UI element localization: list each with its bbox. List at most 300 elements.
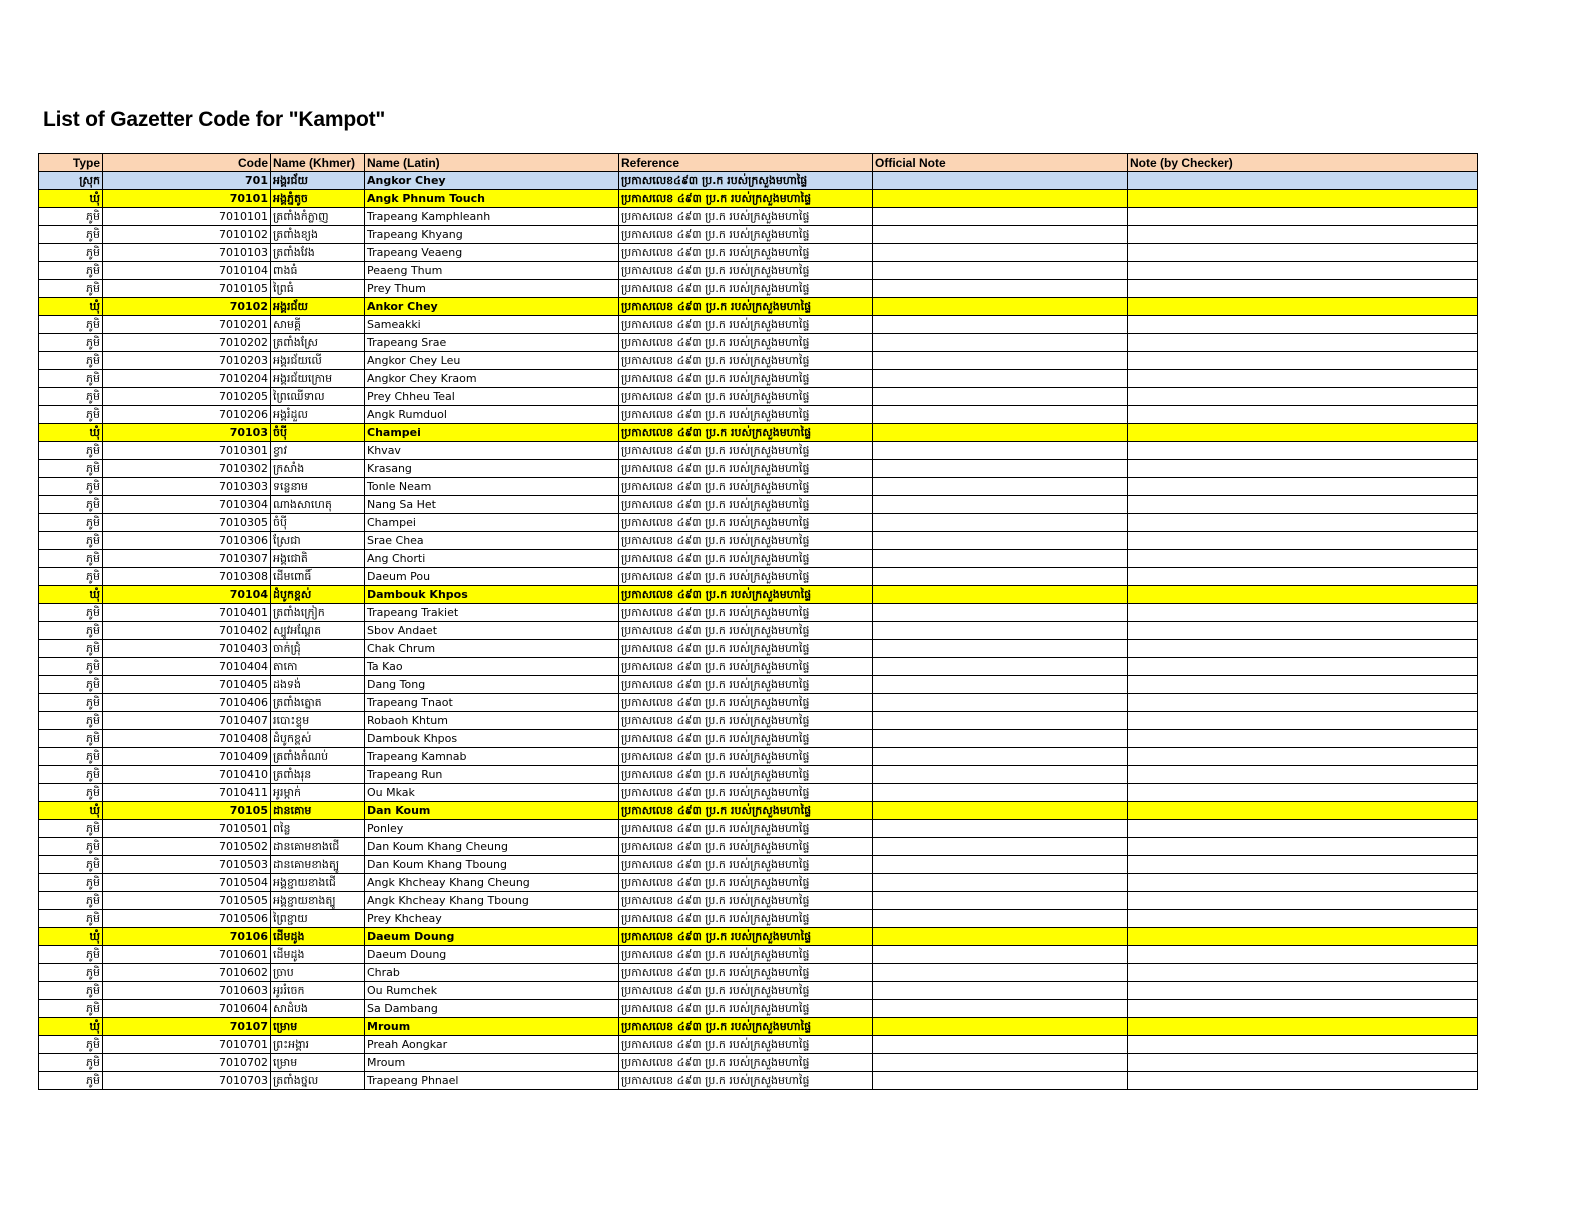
cell-note-checker xyxy=(1128,334,1478,352)
cell-name-khmer: អង្គខ្ជាយខាងជើ xyxy=(271,874,365,892)
table-row xyxy=(39,586,1478,604)
cell-official-note xyxy=(873,730,1128,748)
cell-note-checker xyxy=(1128,784,1478,802)
cell-type: ឃុំ xyxy=(39,424,103,442)
cell-name-latin: Chrab xyxy=(365,964,619,982)
cell-name-latin: Trapeang Srae xyxy=(365,334,619,352)
cell-name-latin: Mroum xyxy=(365,1018,619,1036)
cell-reference: ប្រកាសលេខ ៤៩៣ ប្រ.ក របស់ក្រសួងមហាផ្ទៃ xyxy=(619,622,873,640)
cell-code: 7010503 xyxy=(103,856,271,874)
cell-name-latin: Prey Khcheay xyxy=(365,910,619,928)
cell-name-khmer: ព្រៃធំ xyxy=(271,280,365,298)
cell-reference: ប្រកាសលេខ ៤៩៣ ប្រ.ក របស់ក្រសួងមហាផ្ទៃ xyxy=(619,640,873,658)
cell-reference: ប្រកាសលេខ ៤៩៣ ប្រ.ក របស់ក្រសួងមហាផ្ទៃ xyxy=(619,766,873,784)
table-row xyxy=(39,226,1478,244)
cell-note-checker xyxy=(1128,172,1478,190)
cell-type: ភូមិ xyxy=(39,874,103,892)
table-row xyxy=(39,514,1478,532)
cell-name-latin: Tonle Neam xyxy=(365,478,619,496)
cell-name-latin: Champei xyxy=(365,514,619,532)
cell-type: ភូមិ xyxy=(39,460,103,478)
cell-official-note xyxy=(873,874,1128,892)
cell-code: 7010402 xyxy=(103,622,271,640)
table-row xyxy=(39,1054,1478,1072)
table-row xyxy=(39,874,1478,892)
cell-note-checker xyxy=(1128,316,1478,334)
cell-official-note xyxy=(873,856,1128,874)
cell-note-checker xyxy=(1128,874,1478,892)
cell-note-checker xyxy=(1128,208,1478,226)
cell-type: ភូមិ xyxy=(39,370,103,388)
cell-name-khmer: ត្រពាំងស្រែ xyxy=(271,334,365,352)
cell-name-latin: Mroum xyxy=(365,1054,619,1072)
cell-note-checker xyxy=(1128,676,1478,694)
cell-code: 7010411 xyxy=(103,784,271,802)
cell-official-note xyxy=(873,1018,1128,1036)
table-row xyxy=(39,334,1478,352)
cell-official-note xyxy=(873,316,1128,334)
cell-type: ភូមិ xyxy=(39,496,103,514)
cell-reference: ប្រកាសលេខ ៤៩៣ ប្រ.ក របស់ក្រសួងមហាផ្ទៃ xyxy=(619,298,873,316)
table-row xyxy=(39,442,1478,460)
cell-code: 7010103 xyxy=(103,244,271,262)
cell-code: 7010702 xyxy=(103,1054,271,1072)
cell-name-latin: Prey Chheu Teal xyxy=(365,388,619,406)
cell-type: ភូមិ xyxy=(39,622,103,640)
cell-type: ឃុំ xyxy=(39,190,103,208)
cell-reference: ប្រកាសលេខ ៤៩៣ ប្រ.ក របស់ក្រសួងមហាផ្ទៃ xyxy=(619,190,873,208)
cell-note-checker xyxy=(1128,730,1478,748)
table-row xyxy=(39,550,1478,568)
cell-official-note xyxy=(873,964,1128,982)
cell-reference: ប្រកាសលេខ ៤៩៣ ប្រ.ក របស់ក្រសួងមហាផ្ទៃ xyxy=(619,244,873,262)
cell-type: ភូមិ xyxy=(39,316,103,334)
cell-reference: ប្រកាសលេខ ៤៩៣ ប្រ.ក របស់ក្រសួងមហាផ្ទៃ xyxy=(619,1000,873,1018)
cell-reference: ប្រកាសលេខ ៤៩៣ ប្រ.ក របស់ក្រសួងមហាផ្ទៃ xyxy=(619,658,873,676)
cell-note-checker xyxy=(1128,478,1478,496)
table-row xyxy=(39,640,1478,658)
cell-official-note xyxy=(873,604,1128,622)
table-row xyxy=(39,190,1478,208)
cell-type: ភូមិ xyxy=(39,892,103,910)
cell-name-khmer: ត្រពាំងវែង xyxy=(271,244,365,262)
cell-name-khmer: ត្រពាំងថ្នល xyxy=(271,1072,365,1090)
table-row xyxy=(39,1072,1478,1090)
cell-type: ភូមិ xyxy=(39,694,103,712)
cell-name-khmer: អង្គរជ័យ xyxy=(271,172,365,190)
cell-name-khmer: ត្រពាំងរុន xyxy=(271,766,365,784)
cell-name-khmer: ពាងធំ xyxy=(271,262,365,280)
cell-name-khmer: ម្រោម xyxy=(271,1054,365,1072)
cell-note-checker xyxy=(1128,946,1478,964)
cell-code: 7010701 xyxy=(103,1036,271,1054)
cell-note-checker xyxy=(1128,604,1478,622)
cell-reference: ប្រកាសលេខ ៤៩៣ ប្រ.ក របស់ក្រសួងមហាផ្ទៃ xyxy=(619,1036,873,1054)
cell-official-note xyxy=(873,928,1128,946)
cell-name-latin: Sameakki xyxy=(365,316,619,334)
cell-note-checker xyxy=(1128,190,1478,208)
cell-type: ឃុំ xyxy=(39,298,103,316)
header-name-khmer: Name (Khmer) xyxy=(271,154,365,172)
cell-note-checker xyxy=(1128,244,1478,262)
cell-note-checker xyxy=(1128,550,1478,568)
cell-note-checker xyxy=(1128,586,1478,604)
cell-official-note xyxy=(873,280,1128,298)
cell-type: ភូមិ xyxy=(39,388,103,406)
cell-name-khmer: អង្គខ្ជាយខាងត្បូ xyxy=(271,892,365,910)
cell-name-khmer: ទន្លេនាម xyxy=(271,478,365,496)
table-row xyxy=(39,1000,1478,1018)
table-row xyxy=(39,982,1478,1000)
cell-code: 7010203 xyxy=(103,352,271,370)
cell-name-khmer: ត្រពាំងខ្យង xyxy=(271,226,365,244)
cell-name-latin: Angk Khcheay Khang Tboung xyxy=(365,892,619,910)
cell-type: ភូមិ xyxy=(39,838,103,856)
cell-type: ភូមិ xyxy=(39,784,103,802)
cell-reference: ប្រកាសលេខ ៤៩៣ ប្រ.ក របស់ក្រសួងមហាផ្ទៃ xyxy=(619,856,873,874)
cell-official-note xyxy=(873,892,1128,910)
cell-code: 7010505 xyxy=(103,892,271,910)
cell-name-khmer: ខ្វាវ xyxy=(271,442,365,460)
cell-name-latin: Trapeang Tnaot xyxy=(365,694,619,712)
cell-code: 70107 xyxy=(103,1018,271,1036)
cell-reference: ប្រកាសលេខ ៤៩៣ ប្រ.ក របស់ក្រសួងមហាផ្ទៃ xyxy=(619,964,873,982)
table-row xyxy=(39,604,1478,622)
table-row xyxy=(39,820,1478,838)
cell-reference: ប្រកាសលេខ ៤៩៣ ប្រ.ក របស់ក្រសួងមហាផ្ទៃ xyxy=(619,406,873,424)
table-row xyxy=(39,694,1478,712)
cell-reference: ប្រកាសលេខ ៤៩៣ ប្រ.ក របស់ក្រសួងមហាផ្ទៃ xyxy=(619,946,873,964)
cell-reference: ប្រកាសលេខ៤៩៣ ប្រ.ក របស់ក្រសួងមហាផ្ទៃ xyxy=(619,172,873,190)
table-row xyxy=(39,370,1478,388)
cell-type: ឃុំ xyxy=(39,802,103,820)
cell-reference: ប្រកាសលេខ ៤៩៣ ប្រ.ក របស់ក្រសួងមហាផ្ទៃ xyxy=(619,514,873,532)
cell-type: ភូមិ xyxy=(39,856,103,874)
page-title: List of Gazetter Code for "Kampot" xyxy=(43,108,386,131)
cell-code: 7010502 xyxy=(103,838,271,856)
cell-official-note xyxy=(873,334,1128,352)
table-row xyxy=(39,802,1478,820)
cell-note-checker xyxy=(1128,820,1478,838)
cell-code: 7010202 xyxy=(103,334,271,352)
cell-official-note xyxy=(873,802,1128,820)
cell-name-latin: Trapeang Trakiet xyxy=(365,604,619,622)
cell-official-note xyxy=(873,784,1128,802)
table-row xyxy=(39,244,1478,262)
table-header-row xyxy=(39,154,1478,172)
cell-code: 7010308 xyxy=(103,568,271,586)
table-row xyxy=(39,262,1478,280)
cell-code: 7010206 xyxy=(103,406,271,424)
cell-name-khmer: អូរម្កាក់ xyxy=(271,784,365,802)
table-row xyxy=(39,766,1478,784)
cell-reference: ប្រកាសលេខ ៤៩៣ ប្រ.ក របស់ក្រសួងមហាផ្ទៃ xyxy=(619,388,873,406)
cell-note-checker xyxy=(1128,1072,1478,1090)
cell-code: 701 xyxy=(103,172,271,190)
cell-reference: ប្រកាសលេខ ៤៩៣ ប្រ.ក របស់ក្រសួងមហាផ្ទៃ xyxy=(619,928,873,946)
table-row xyxy=(39,730,1478,748)
cell-name-latin: Sbov Andaet xyxy=(365,622,619,640)
table-row xyxy=(39,658,1478,676)
cell-note-checker xyxy=(1128,802,1478,820)
cell-name-latin: Ou Rumchek xyxy=(365,982,619,1000)
cell-reference: ប្រកាសលេខ ៤៩៣ ប្រ.ក របស់ក្រសួងមហាផ្ទៃ xyxy=(619,496,873,514)
cell-code: 7010604 xyxy=(103,1000,271,1018)
cell-name-khmer: ពន្លៃ xyxy=(271,820,365,838)
cell-code: 70105 xyxy=(103,802,271,820)
cell-official-note xyxy=(873,172,1128,190)
cell-note-checker xyxy=(1128,622,1478,640)
cell-reference: ប្រកាសលេខ ៤៩៣ ប្រ.ក របស់ក្រសួងមហាផ្ទៃ xyxy=(619,604,873,622)
cell-name-khmer: ដំបូកខ្ពស់ xyxy=(271,730,365,748)
cell-type: ឃុំ xyxy=(39,586,103,604)
cell-note-checker xyxy=(1128,982,1478,1000)
cell-note-checker xyxy=(1128,1036,1478,1054)
cell-name-latin: Trapeang Phnael xyxy=(365,1072,619,1090)
cell-reference: ប្រកាសលេខ ៤៩៣ ប្រ.ក របស់ក្រសួងមហាផ្ទៃ xyxy=(619,802,873,820)
cell-code: 70101 xyxy=(103,190,271,208)
cell-type: ភូមិ xyxy=(39,766,103,784)
cell-reference: ប្រកាសលេខ ៤៩៣ ប្រ.ក របស់ក្រសួងមហាផ្ទៃ xyxy=(619,262,873,280)
cell-type: ភូមិ xyxy=(39,730,103,748)
header-note-checker: Note (by Checker) xyxy=(1128,154,1478,172)
cell-name-khmer: ដើមពោធិ៍ xyxy=(271,568,365,586)
cell-type: ភូមិ xyxy=(39,910,103,928)
cell-code: 7010305 xyxy=(103,514,271,532)
cell-code: 7010105 xyxy=(103,280,271,298)
cell-reference: ប្រកាសលេខ ៤៩៣ ប្រ.ក របស់ក្រសួងមហាផ្ទៃ xyxy=(619,694,873,712)
cell-name-khmer: ស្បូវអណ្ដែត xyxy=(271,622,365,640)
table-body xyxy=(39,172,1478,1090)
cell-name-khmer: អង្គជោតិ xyxy=(271,550,365,568)
cell-name-khmer: ព្រះឣង្គារ xyxy=(271,1036,365,1054)
cell-official-note xyxy=(873,820,1128,838)
cell-reference: ប្រកាសលេខ ៤៩៣ ប្រ.ក របស់ក្រសួងមហាផ្ទៃ xyxy=(619,280,873,298)
cell-official-note xyxy=(873,424,1128,442)
cell-name-khmer: ដំបូកខ្ពស់ xyxy=(271,586,365,604)
cell-code: 70104 xyxy=(103,586,271,604)
cell-note-checker xyxy=(1128,1054,1478,1072)
cell-name-khmer: ច្រាប xyxy=(271,964,365,982)
cell-name-latin: Daeum Doung xyxy=(365,946,619,964)
table-row xyxy=(39,1018,1478,1036)
cell-name-latin: Angkor Chey xyxy=(365,172,619,190)
table-row xyxy=(39,208,1478,226)
cell-name-khmer: សាដំបង xyxy=(271,1000,365,1018)
cell-name-latin: Trapeang Run xyxy=(365,766,619,784)
cell-type: ភូមិ xyxy=(39,1036,103,1054)
cell-code: 7010603 xyxy=(103,982,271,1000)
cell-code: 7010101 xyxy=(103,208,271,226)
cell-note-checker xyxy=(1128,1000,1478,1018)
header-code: Code xyxy=(103,154,271,172)
cell-official-note xyxy=(873,496,1128,514)
cell-name-khmer: ណាងសាហេតុ xyxy=(271,496,365,514)
cell-code: 7010304 xyxy=(103,496,271,514)
cell-reference: ប្រកាសលេខ ៤៩៣ ប្រ.ក របស់ក្រសួងមហាផ្ទៃ xyxy=(619,1054,873,1072)
gazetteer-table xyxy=(38,153,1478,1090)
cell-name-latin: Angkor Chey Leu xyxy=(365,352,619,370)
cell-name-latin: Dambouk Khpos xyxy=(365,730,619,748)
cell-official-note xyxy=(873,550,1128,568)
cell-type: ភូមិ xyxy=(39,532,103,550)
cell-note-checker xyxy=(1128,892,1478,910)
cell-type: ឃុំ xyxy=(39,928,103,946)
cell-reference: ប្រកាសលេខ ៤៩៣ ប្រ.ក របស់ក្រសួងមហាផ្ទៃ xyxy=(619,676,873,694)
cell-official-note xyxy=(873,226,1128,244)
cell-official-note xyxy=(873,586,1128,604)
cell-note-checker xyxy=(1128,262,1478,280)
cell-name-latin: Sa Dambang xyxy=(365,1000,619,1018)
cell-name-latin: Daeum Pou xyxy=(365,568,619,586)
cell-name-latin: Trapeang Kamphleanh xyxy=(365,208,619,226)
cell-reference: ប្រកាសលេខ ៤៩៣ ប្រ.ក របស់ក្រសួងមហាផ្ទៃ xyxy=(619,838,873,856)
cell-reference: ប្រកាសលេខ ៤៩៣ ប្រ.ក របស់ក្រសួងមហាផ្ទៃ xyxy=(619,532,873,550)
cell-code: 7010104 xyxy=(103,262,271,280)
cell-name-latin: Dan Koum xyxy=(365,802,619,820)
cell-name-latin: Angk Rumduol xyxy=(365,406,619,424)
cell-type: ភូមិ xyxy=(39,676,103,694)
cell-note-checker xyxy=(1128,298,1478,316)
cell-official-note xyxy=(873,1036,1128,1054)
cell-official-note xyxy=(873,766,1128,784)
cell-official-note xyxy=(873,1000,1128,1018)
cell-reference: ប្រកាសលេខ ៤៩៣ ប្រ.ក របស់ក្រសួងមហាផ្ទៃ xyxy=(619,712,873,730)
cell-name-khmer: ដានគោម xyxy=(271,802,365,820)
cell-name-latin: Trapeang Khyang xyxy=(365,226,619,244)
cell-reference: ប្រកាសលេខ ៤៩៣ ប្រ.ក របស់ក្រសួងមហាផ្ទៃ xyxy=(619,352,873,370)
cell-name-khmer: ត្រពាំងក្រៀក xyxy=(271,604,365,622)
cell-name-khmer: ព្រៃខ្ជាយ xyxy=(271,910,365,928)
cell-official-note xyxy=(873,748,1128,766)
cell-code: 7010302 xyxy=(103,460,271,478)
cell-name-khmer: ព្រៃឈើទាល xyxy=(271,388,365,406)
cell-official-note xyxy=(873,208,1128,226)
cell-code: 7010404 xyxy=(103,658,271,676)
cell-note-checker xyxy=(1128,226,1478,244)
header-type: Type xyxy=(39,154,103,172)
cell-reference: ប្រកាសលេខ ៤៩៣ ប្រ.ក របស់ក្រសួងមហាផ្ទៃ xyxy=(619,442,873,460)
cell-name-latin: Robaoh Khtum xyxy=(365,712,619,730)
cell-name-latin: Srae Chea xyxy=(365,532,619,550)
cell-official-note xyxy=(873,244,1128,262)
cell-type: ភូមិ xyxy=(39,568,103,586)
cell-name-khmer: ចំប៉ី xyxy=(271,514,365,532)
cell-reference: ប្រកាសលេខ ៤៩៣ ប្រ.ក របស់ក្រសួងមហាផ្ទៃ xyxy=(619,784,873,802)
cell-name-khmer: សាមគ្គី xyxy=(271,316,365,334)
cell-type: ភូមិ xyxy=(39,1072,103,1090)
cell-code: 7010204 xyxy=(103,370,271,388)
cell-note-checker xyxy=(1128,694,1478,712)
cell-official-note xyxy=(873,568,1128,586)
cell-name-latin: Ponley xyxy=(365,820,619,838)
cell-code: 7010703 xyxy=(103,1072,271,1090)
cell-note-checker xyxy=(1128,532,1478,550)
cell-note-checker xyxy=(1128,640,1478,658)
cell-type: ភូមិ xyxy=(39,982,103,1000)
cell-name-khmer: ដងទង់ xyxy=(271,676,365,694)
cell-reference: ប្រកាសលេខ ៤៩៣ ប្រ.ក របស់ក្រសួងមហាផ្ទៃ xyxy=(619,892,873,910)
cell-code: 7010307 xyxy=(103,550,271,568)
cell-name-latin: Dan Koum Khang Cheung xyxy=(365,838,619,856)
cell-official-note xyxy=(873,640,1128,658)
cell-note-checker xyxy=(1128,496,1478,514)
cell-type: ភូមិ xyxy=(39,208,103,226)
table-row xyxy=(39,838,1478,856)
cell-reference: ប្រកាសលេខ ៤៩៣ ប្រ.ក របស់ក្រសួងមហាផ្ទៃ xyxy=(619,208,873,226)
table-row xyxy=(39,298,1478,316)
cell-official-note xyxy=(873,262,1128,280)
cell-type: ភូមិ xyxy=(39,964,103,982)
cell-official-note xyxy=(873,532,1128,550)
cell-code: 70106 xyxy=(103,928,271,946)
cell-code: 7010306 xyxy=(103,532,271,550)
cell-type: ភូមិ xyxy=(39,820,103,838)
cell-official-note xyxy=(873,370,1128,388)
cell-type: ភូមិ xyxy=(39,604,103,622)
table-row xyxy=(39,784,1478,802)
cell-code: 70102 xyxy=(103,298,271,316)
cell-name-khmer: អង្គរជ័យ xyxy=(271,298,365,316)
cell-name-latin: Ang Chorti xyxy=(365,550,619,568)
cell-type: ភូមិ xyxy=(39,1054,103,1072)
cell-type: ភូមិ xyxy=(39,550,103,568)
cell-type: ស្រុក xyxy=(39,172,103,190)
cell-reference: ប្រកាសលេខ ៤៩៣ ប្រ.ក របស់ក្រសួងមហាផ្ទៃ xyxy=(619,820,873,838)
cell-name-khmer: ត្រពាំងកំណប់ xyxy=(271,748,365,766)
cell-type: ភូមិ xyxy=(39,352,103,370)
cell-official-note xyxy=(873,406,1128,424)
cell-name-latin: Ankor Chey xyxy=(365,298,619,316)
table-row xyxy=(39,496,1478,514)
cell-reference: ប្រកាសលេខ ៤៩៣ ប្រ.ក របស់ក្រសួងមហាផ្ទៃ xyxy=(619,334,873,352)
cell-type: ភូមិ xyxy=(39,226,103,244)
cell-type: ភូមិ xyxy=(39,280,103,298)
cell-note-checker xyxy=(1128,856,1478,874)
cell-reference: ប្រកាសលេខ ៤៩៣ ប្រ.ក របស់ក្រសួងមហាផ្ទៃ xyxy=(619,910,873,928)
cell-note-checker xyxy=(1128,460,1478,478)
cell-type: ភូមិ xyxy=(39,946,103,964)
cell-name-khmer: ចំប៉ី xyxy=(271,424,365,442)
cell-note-checker xyxy=(1128,838,1478,856)
cell-official-note xyxy=(873,658,1128,676)
table-row xyxy=(39,568,1478,586)
cell-reference: ប្រកាសលេខ ៤៩៣ ប្រ.ក របស់ក្រសួងមហាផ្ទៃ xyxy=(619,568,873,586)
cell-reference: ប្រកាសលេខ ៤៩៣ ប្រ.ក របស់ក្រសួងមហាផ្ទៃ xyxy=(619,748,873,766)
cell-note-checker xyxy=(1128,442,1478,460)
header-reference: Reference xyxy=(619,154,873,172)
cell-note-checker xyxy=(1128,352,1478,370)
cell-code: 7010504 xyxy=(103,874,271,892)
cell-name-latin: Preah Aongkar xyxy=(365,1036,619,1054)
cell-note-checker xyxy=(1128,424,1478,442)
cell-note-checker xyxy=(1128,370,1478,388)
cell-code: 7010407 xyxy=(103,712,271,730)
cell-name-latin: Angk Phnum Touch xyxy=(365,190,619,208)
cell-official-note xyxy=(873,838,1128,856)
cell-code: 7010405 xyxy=(103,676,271,694)
cell-name-latin: Dan Koum Khang Tboung xyxy=(365,856,619,874)
cell-reference: ប្រកាសលេខ ៤៩៣ ប្រ.ក របស់ក្រសួងមហាផ្ទៃ xyxy=(619,730,873,748)
cell-reference: ប្រកាសលេខ ៤៩៣ ប្រ.ក របស់ក្រសួងមហាផ្ទៃ xyxy=(619,1018,873,1036)
cell-reference: ប្រកាសលេខ ៤៩៣ ប្រ.ក របស់ក្រសួងមហាផ្ទៃ xyxy=(619,424,873,442)
cell-name-latin: Dambouk Khpos xyxy=(365,586,619,604)
cell-official-note xyxy=(873,298,1128,316)
cell-name-khmer: ដើមដូង xyxy=(271,928,365,946)
table-row xyxy=(39,712,1478,730)
cell-name-khmer: ស្រែជា xyxy=(271,532,365,550)
cell-type: ភូមិ xyxy=(39,712,103,730)
